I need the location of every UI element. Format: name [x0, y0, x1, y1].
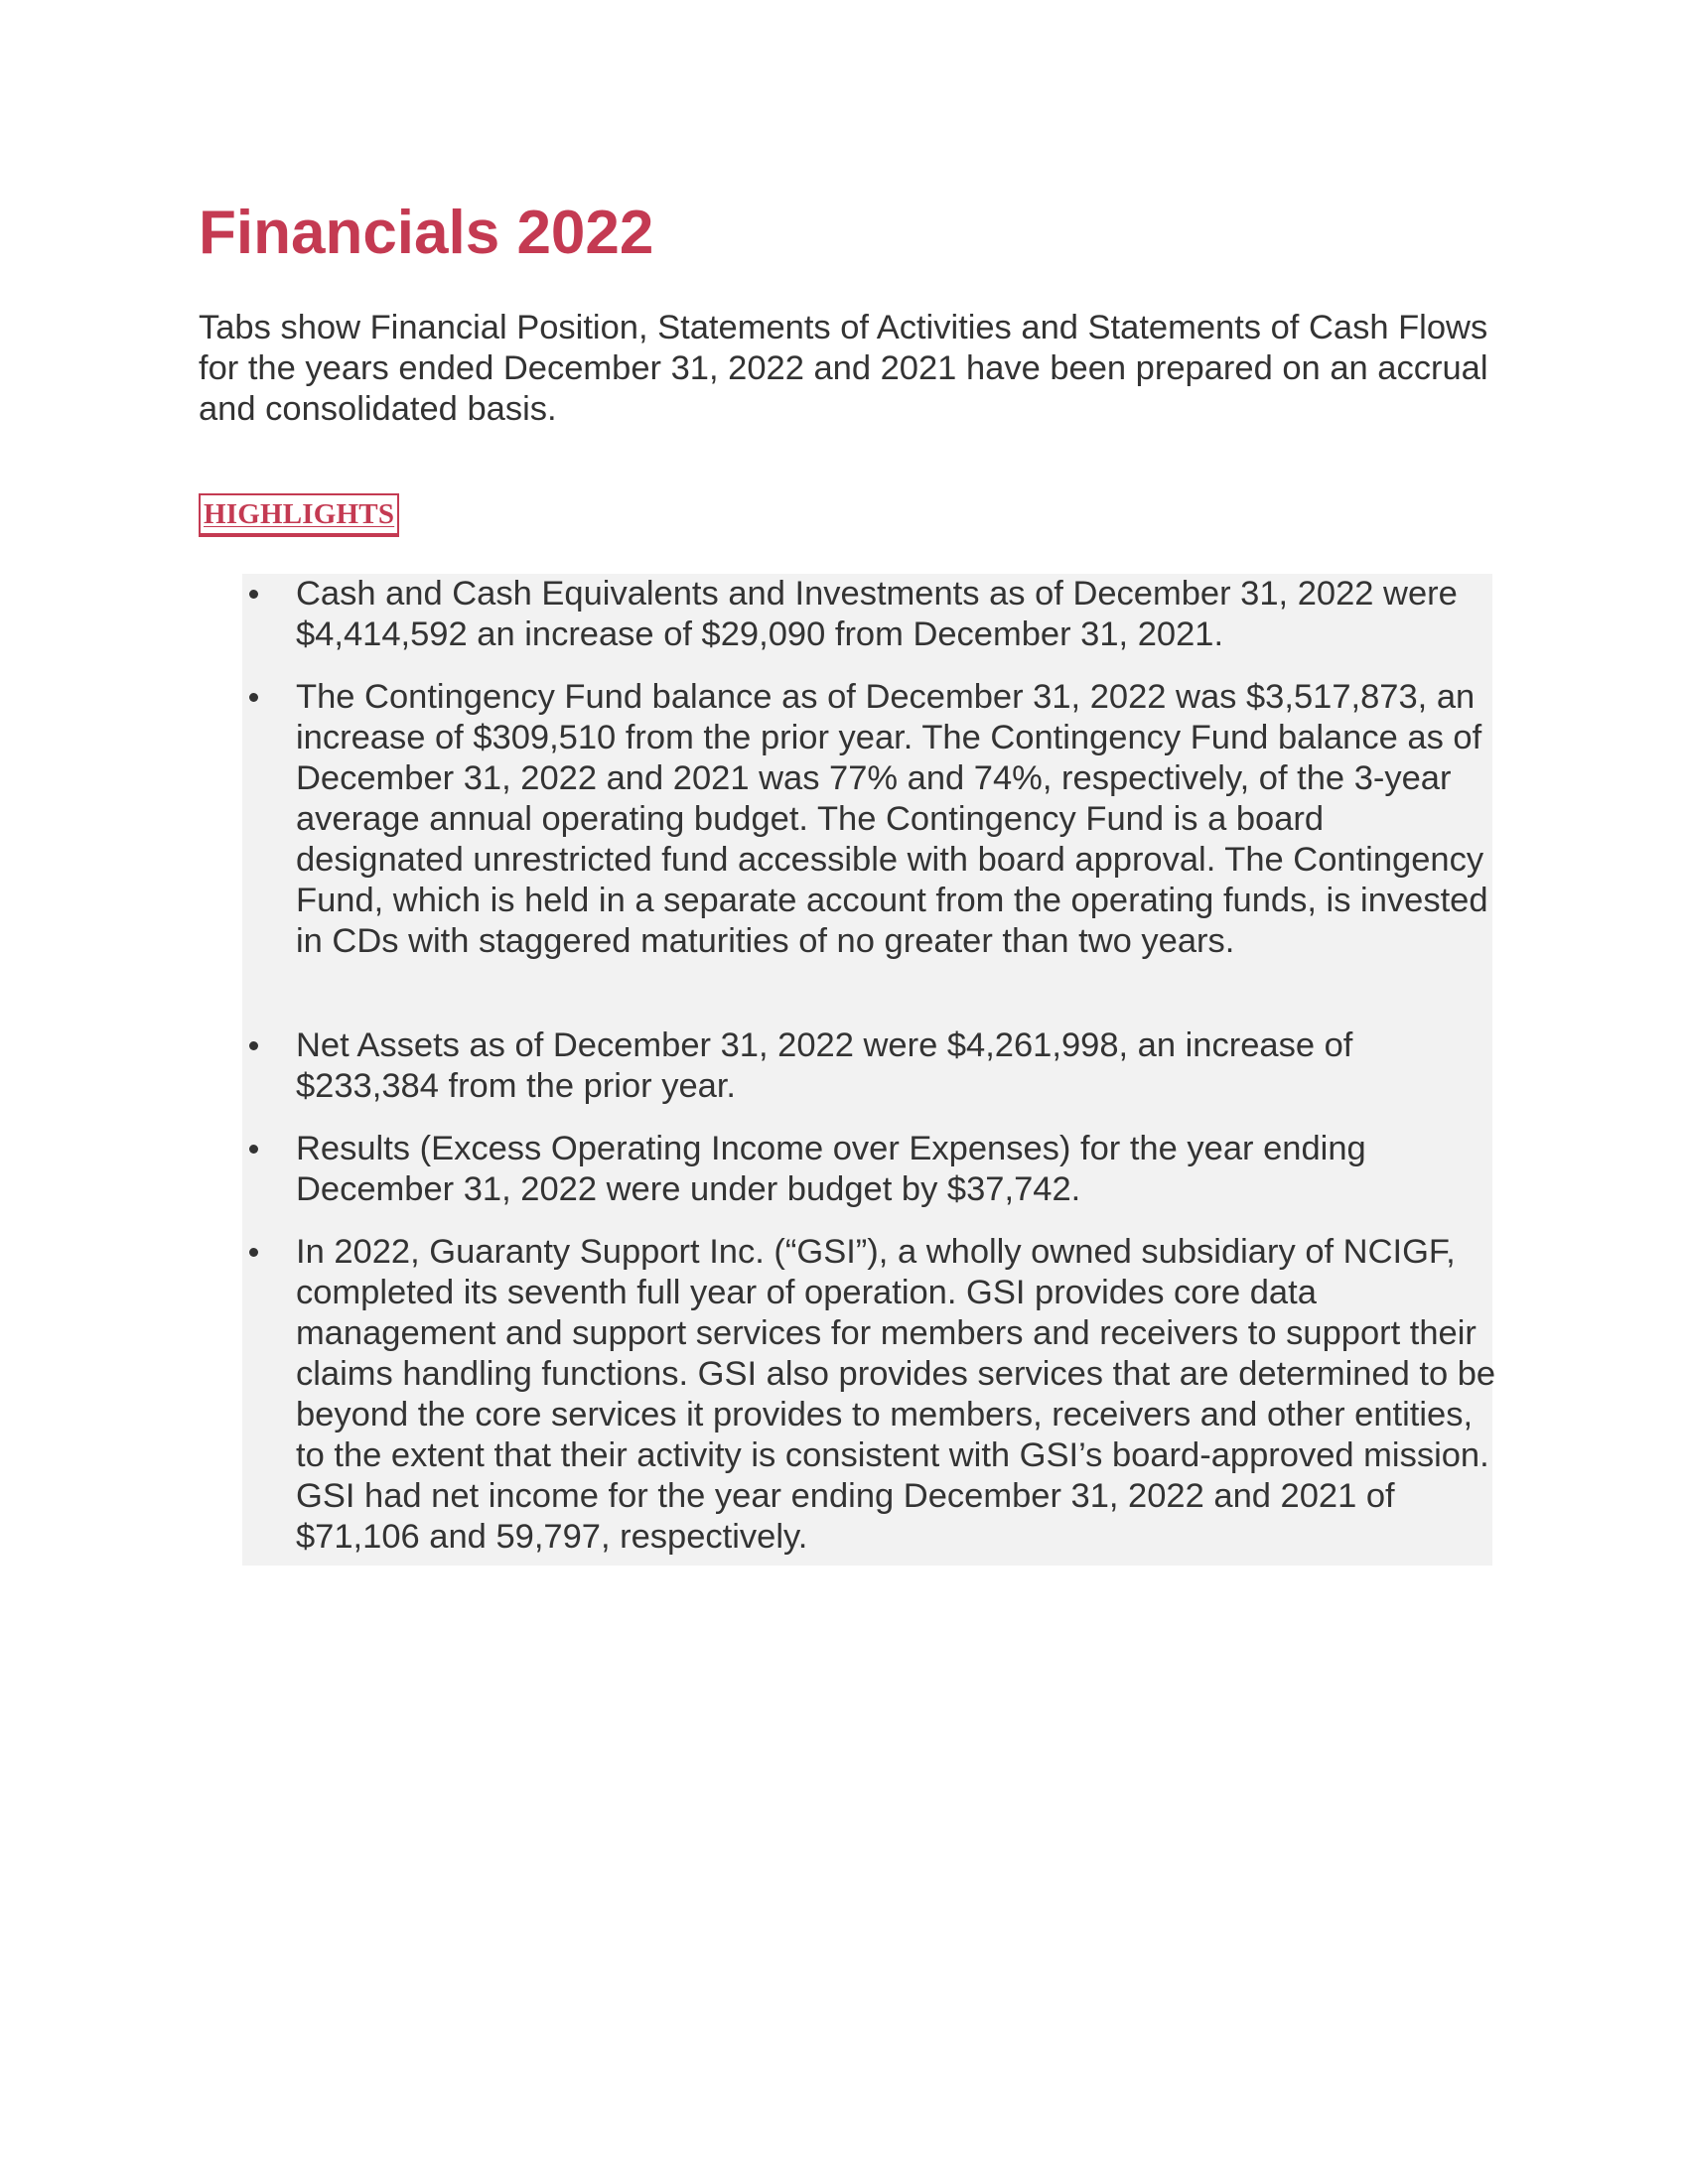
- intro-paragraph: Tabs show Financial Position, Statements of Activities and Statements of Cash Flows for the years ended December 31, 2022 and 2021 have been prepared on an accrual and consolidated basis.: [199, 309, 1488, 428]
- bullet-icon: [249, 1041, 258, 1050]
- highlight-text: Cash and Cash Equivalents and Investments as of December 31, 2022 were $4,414,592 an increase of $29,090 from December 31, 2021.: [296, 575, 1458, 653]
- page-title: Financials 2022: [199, 199, 654, 267]
- highlights-heading: HIGHLIGHTS: [199, 493, 399, 537]
- highlight-text: Net Assets as of December 31, 2022 were $4,261,998, an increase of $233,384 from the prior year.: [296, 1026, 1353, 1105]
- bullet-icon: [249, 693, 258, 702]
- bullet-icon: [249, 590, 258, 599]
- bullet-icon: [249, 1248, 258, 1257]
- highlights-panel: [242, 574, 1496, 1566]
- highlight-text: In 2022, Guaranty Support Inc. (“GSI”), a wholly owned subsidiary of NCIGF, completed its seventh full year of operation. GSI provides core data management and support services for members and receivers to support their claims handling functions. GSI also provides services that are determined to be beyond the core services it provides to members, receivers and other entities, to the extent that their activity is consistent with GSI’s board-approved mission. GSI had net income for the year ending December 31, 2022 and 2021 of $71,106 and 59,797, respectively.: [296, 1233, 1496, 1556]
- highlight-text: Results (Excess Operating Income over Expenses) for the year ending December 31, 2022 were under budget by $37,742.: [296, 1130, 1366, 1208]
- bullet-icon: [249, 1145, 258, 1154]
- highlight-text: The Contingency Fund balance as of December 31, 2022 was $3,517,873, an increase of $309,510 from the prior year. The Contingency Fund balance as of December 31, 2022 and 2021 was 77% and 74%, respectively, of the 3-year average annual operating budget. The Contingency Fund is a board designated unrestricted fund accessible with board approval. The Contingency Fund, which is held in a separate account from the operating funds, is invested in CDs with staggered maturities of no greater than two years.: [296, 678, 1488, 960]
